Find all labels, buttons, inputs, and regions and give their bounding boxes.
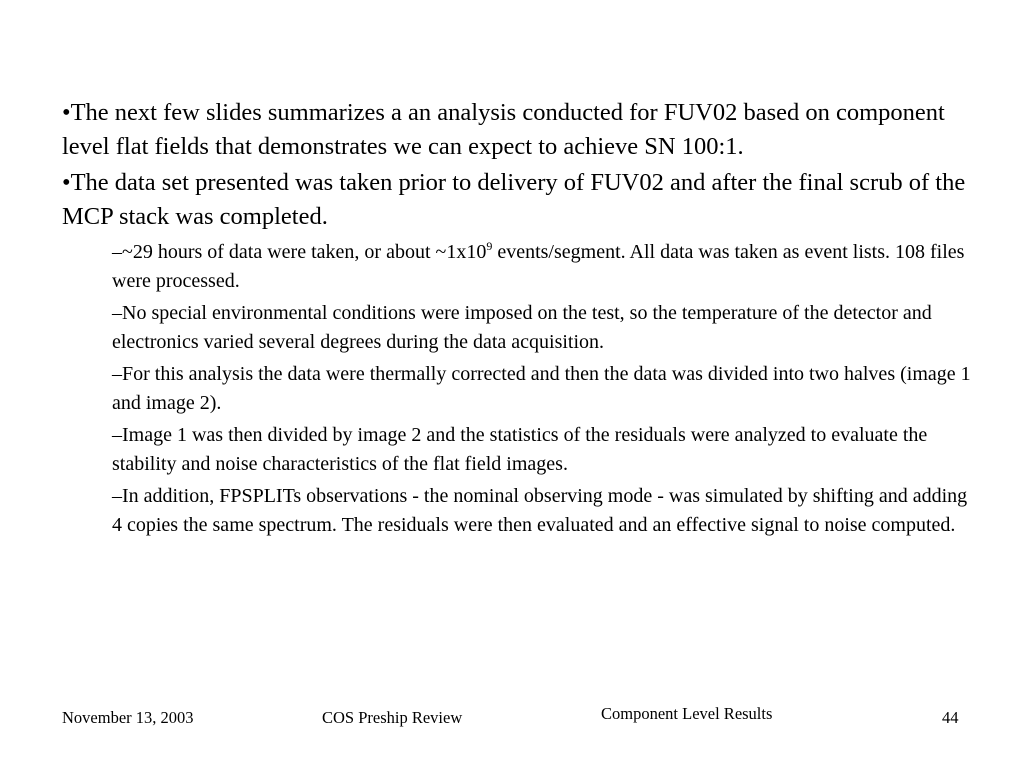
sub-bullet-hours-text-before: –~29 hours of data were taken, or about ~1x10 [112, 241, 487, 263]
bullet-data-set: •The data set presented was taken prior to delivery of FUV02 and after the final scrub of the MCP stack was completed. [62, 169, 966, 230]
exponent-superscript: 9 [486, 239, 493, 253]
sub-bullet-residuals: –Image 1 was then divided by image 2 and the statistics of the residuals were analyzed to evaluate the stability and noise characteristics of the flat field images. [112, 424, 928, 475]
footer-page-number: 44 [942, 708, 959, 727]
footer-date: November 13, 2003 [62, 708, 194, 727]
slide-body [62, 96, 972, 539]
sub-bullet-hours-of-data [112, 238, 972, 295]
footer-review-title: COS Preship Review [322, 708, 463, 727]
sub-bullet-environment: –No special environmental conditions were imposed on the test, so the temperature of the detector and electronics varied several degrees during the data acquisition. [112, 302, 932, 353]
sub-bullet-thermal-correction: –For this analysis the data were thermally corrected and then the data was divided into two halves (image 1 and image 2). [112, 363, 971, 414]
sub-bullet-fpsplit: –In addition, FPSPLITs observations - the nominal observing mode - was simulated by shifting and adding 4 copies the same spectrum. The residuals were then evaluated and an effective signal to noise computed. [112, 485, 968, 536]
sub-bullet-hours-text-after: events/segment. All data was taken as event lists. 108 files were processed. [112, 241, 965, 292]
footer-section-title: Component Level Results [601, 704, 773, 723]
bullet-analysis-summary: •The next few slides summarizes a an analysis conducted for FUV02 based on component level flat fields that demonstrates we can expect to achieve SN 100:1. [62, 99, 945, 160]
